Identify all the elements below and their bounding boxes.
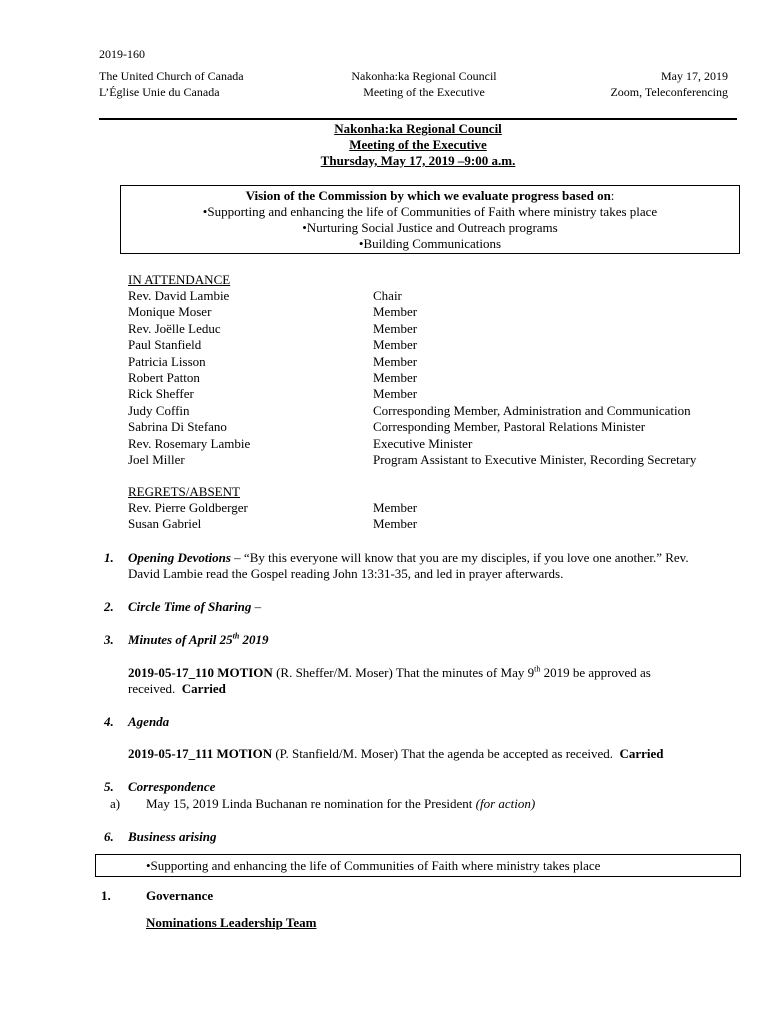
attendee-role: Member	[373, 386, 418, 402]
attendee-name: Rev. Rosemary Lambie	[128, 435, 251, 451]
header-meeting: Meeting of the Executive	[363, 85, 485, 99]
regret-role: Member	[373, 516, 418, 532]
item-number: 2.	[104, 599, 114, 614]
item-number: 3.	[104, 632, 114, 647]
regrets-roles	[373, 500, 417, 533]
motion-111: 2019-05-17_111 MOTION (P. Stanfield/M. Moser) That the agenda be accepted as received. Carried	[128, 746, 664, 761]
attendance-names	[128, 288, 250, 468]
item-number: 6.	[104, 829, 114, 844]
org-name-en: The United Church of Canada	[99, 69, 244, 83]
attendee-name: Patricia Lisson	[128, 353, 206, 369]
item-number: 4.	[104, 714, 114, 729]
attendee-name: Sabrina Di Stefano	[128, 419, 227, 435]
correspondence-sub-label: a)	[110, 796, 121, 811]
regret-role: Member	[373, 500, 418, 515]
attendee-role: Corresponding Member, Pastoral Relations Minister	[373, 419, 646, 435]
attendee-role: Chair	[373, 288, 402, 303]
attendance-heading: IN ATTENDANCE	[128, 272, 231, 287]
attendee-name: Monique Moser	[128, 304, 212, 320]
attendee-name: Rev. Joëlle Leduc	[128, 320, 221, 336]
attendee-role: Program Assistant to Executive Minister, Recording Secretary	[373, 452, 697, 468]
attendee-name: Rev. David Lambie	[128, 288, 230, 303]
regret-name: Susan Gabriel	[128, 516, 202, 532]
governance-title: Governance	[146, 888, 214, 903]
attendee-name: Judy Coffin	[128, 402, 190, 418]
attendee-role: Member	[373, 320, 418, 336]
attendee-name: Joel Miller	[128, 452, 185, 468]
vision-box	[120, 185, 740, 254]
vision-item: •Supporting and enhancing the life of Communities of Faith where ministry takes place	[202, 204, 658, 219]
title-line-3: Thursday, May 17, 2019 –9:00 a.m.	[320, 153, 516, 168]
item-opening-devotions: Opening Devotions – “By this everyone will know that you are my disciples, if you love one another.” Rev. David Lambie read the Gospel reading John 13:31-35, and led in prayer afterwards.	[128, 550, 689, 581]
title-line-2: Meeting of the Executive	[349, 137, 487, 152]
attendee-name: Rick Sheffer	[128, 386, 194, 402]
vision-item: •Nurturing Social Justice and Outreach programs	[302, 220, 558, 235]
header-rule	[99, 118, 737, 120]
header-council: Nakonha:ka Regional Council	[351, 69, 497, 83]
attendee-name: Robert Patton	[128, 370, 200, 386]
business-arising-box: •Supporting and enhancing the life of Communities of Faith where ministry takes place	[95, 854, 741, 877]
attendee-role: Member	[373, 370, 418, 386]
header-date: May 17, 2019	[661, 69, 728, 83]
item-business-arising: Business arising	[128, 829, 217, 844]
vision-item: •Building Communications	[358, 236, 502, 251]
vision-heading: Vision of the Commission by which we evaluate progress based on:	[245, 188, 615, 203]
item-number: 5.	[104, 779, 114, 794]
regrets-heading: REGRETS/ABSENT	[128, 484, 240, 499]
governance-subtitle: Nominations Leadership Team	[146, 915, 317, 930]
document-number: 2019-160	[99, 47, 145, 61]
item-number: 1.	[104, 550, 114, 565]
title-line-1: Nakonha:ka Regional Council	[334, 121, 502, 136]
header-location: Zoom, Teleconferencing	[610, 85, 728, 99]
attendee-name: Paul Stanfield	[128, 337, 202, 353]
attendee-role: Executive Minister	[373, 435, 473, 451]
item-minutes: Minutes of April 25th 2019	[128, 631, 269, 647]
attendee-role: Member	[373, 353, 418, 369]
attendee-role: Corresponding Member, Administration and Communication	[373, 402, 691, 418]
item-circle-time: Circle Time of Sharing –	[128, 599, 262, 614]
attendee-role: Member	[373, 304, 418, 320]
attendee-role: Member	[373, 337, 418, 353]
motion-110: 2019-05-17_110 MOTION (R. Sheffer/M. Moser) That the minutes of May 9th 2019 be approved as received. Carried	[128, 664, 651, 696]
correspondence-item: May 15, 2019 Linda Buchanan re nomination for the President (for action)	[146, 796, 536, 811]
attendance-roles	[373, 288, 696, 468]
item-correspondence: Correspondence	[128, 779, 216, 794]
governance-number: 1.	[101, 888, 111, 903]
regret-name: Rev. Pierre Goldberger	[128, 500, 248, 515]
item-agenda: Agenda	[128, 714, 170, 729]
org-name-fr: L’Église Unie du Canada	[99, 85, 220, 99]
regrets-names	[128, 500, 248, 533]
